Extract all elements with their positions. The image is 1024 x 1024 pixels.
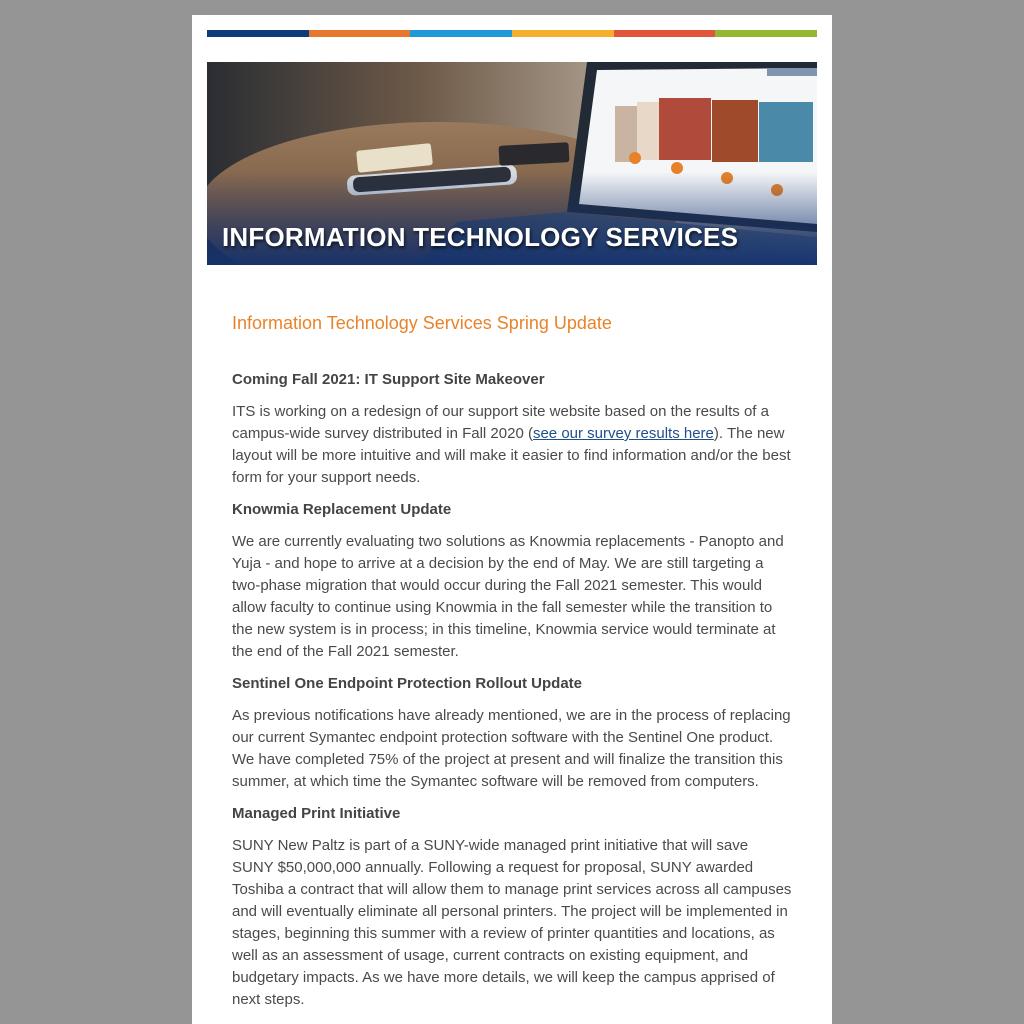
survey-results-link[interactable]: see our survey results here: [532, 425, 714, 442]
stripe-segment: [614, 30, 716, 37]
stripe-segment: [715, 30, 817, 37]
section-body: SUNY New Paltz is part of a SUNY-wide managed print initiative that will save SUNY $50,000,000 annually. Following a request for proposal, SUNY awarded Toshiba a contract that will allow them to manage print services across all campuses and will eventually eliminate all personal printers. The project will be implemented in stages, beginning this summer with a review of printer quantities and locations, as well as an assessment of usage, current contracts on existing equipment, and budgetary impacts. As we have more details, we will keep the campus apprised of next steps.: [232, 837, 792, 1008]
section-text: ITS is working on a redesign of our support site website based on the results of a campus-wide survey distributed in Fall 2020 (: [232, 403, 769, 442]
newsletter-page: [192, 15, 832, 1024]
section-heading: Managed Print Initiative: [232, 805, 401, 822]
section-body: [232, 401, 792, 489]
stripe-segment: [512, 30, 614, 37]
section-text: ). The new layout will be more intuitive and will make it easier to find information and/or the best form for your support needs.: [232, 425, 791, 486]
section-heading: Coming Fall 2021: IT Support Site Makeover: [232, 371, 545, 388]
header-banner: [207, 62, 817, 265]
section-body: As previous notifications have already mentioned, we are in the process of replacing our current Symantec endpoint protection software with the Sentinel One product. We have completed 75% of the project at present and will finalize the transition this summer, at which time the Symantec software will be removed from computers.: [232, 707, 791, 790]
section-heading: Sentinel One Endpoint Protection Rollout Update: [232, 675, 582, 692]
newsletter-title: Information Technology Services Spring Update: [232, 313, 612, 333]
stripe-segment: [309, 30, 411, 37]
banner-title: INFORMATION TECHNOLOGY SERVICES: [222, 222, 739, 252]
stripe-segment: [410, 30, 512, 37]
newsletter-content: [232, 311, 792, 1021]
section-heading: Knowmia Replacement Update: [232, 501, 452, 518]
color-stripe: [207, 30, 817, 37]
section-body: We are currently evaluating two solutions as Knowmia replacements - Panopto and Yuja - and hope to arrive at a decision by the end of May. We are still targeting a two-phase migration that would occur during the Fall 2021 semester. This would allow faculty to continue using Knowmia in the fall semester while the transition to the new system is in process; in this timeline, Knowmia service would terminate at the end of the Fall 2021 semester.: [232, 533, 784, 660]
stripe-segment: [207, 30, 309, 37]
